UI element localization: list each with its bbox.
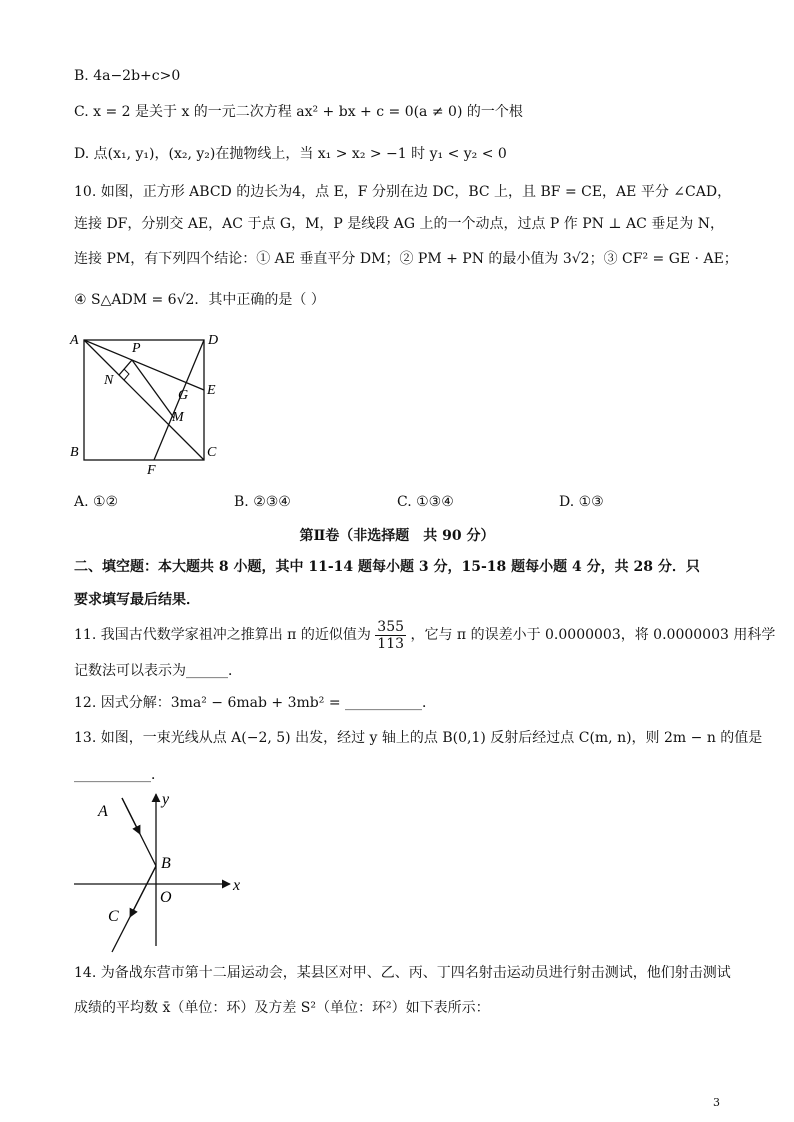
q13-line-1: 13. 如图，一束光线从点 A(−2, 5) 出发，经过 y 轴上的点 B(0,1) 反射后经过点 C(m, n)，则 2m − n 的值是: [74, 730, 763, 746]
label-c: C: [207, 445, 217, 460]
q9-option-d: D. 点(x₁, y₁)，(x₂, y₂)在抛物线上，当 x₁ > x₂ > −1 时 y₁ < y₂ < 0: [74, 146, 507, 162]
fraction-denominator: 113: [377, 635, 405, 652]
label-b: B: [161, 855, 171, 872]
label-b: B: [70, 445, 79, 460]
label-y: y: [162, 791, 170, 808]
q12-line: 12. 因式分解：3ma² − 6mab + 3mb² = ___________．: [74, 695, 436, 711]
q10-square-figure: [64, 328, 234, 478]
fraction-numerator: 355: [377, 618, 405, 635]
q10-option-a: A. ①②: [74, 494, 119, 510]
page-number: 3: [713, 1096, 720, 1109]
q11-line-2: 记数法可以表示为______．: [74, 663, 242, 679]
q9-option-b: B. 4a−2b+c>0: [74, 68, 181, 84]
q9-option-c: C. x = 2 是关于 x 的一元二次方程 ax² + bx + c = 0(a ≠ 0) 的一个根: [74, 104, 523, 120]
label-a: A: [98, 803, 108, 820]
q10-line-1: 10. 如图，正方形 ABCD 的边长为4，点 E，F 分别在边 DC，BC 上，且 BF = CE，AE 平分 ∠CAD，: [74, 184, 732, 200]
label-x: x: [233, 877, 241, 894]
label-m: M: [172, 410, 184, 425]
q10-line-3: 连接 PM，有下列四个结论：① AE 垂直平分 DM；② PM + PN 的最小值为 3√2；③ CF² = GE · AE；: [74, 251, 738, 267]
q11-suffix: ，它与 π 的误差小于 0.0000003，将 0.0000003 用科学: [410, 627, 776, 643]
label-e: E: [207, 383, 216, 398]
q11-line-1: [74, 618, 775, 652]
section-2-title: 第Ⅱ卷（非选择题 共 90 分）: [299, 528, 495, 544]
incident-arrow: [122, 798, 140, 834]
segment-pn: [119, 360, 132, 375]
pi-fraction: [375, 619, 406, 652]
section-2-heading-1: 二、填空题：本大题共 8 小题，其中 11-14 题每小题 3 分，15-18 题每小题 4 分，共 28 分．只: [74, 559, 700, 575]
section-2-heading-2: 要求填写最后结果．: [74, 592, 200, 608]
q10-option-c: C. ①③④: [397, 494, 454, 510]
q14-line-2: 成绩的平均数 x̄（单位：环）及方差 S²（单位：环²）如下表所示：: [74, 1000, 490, 1016]
label-f: F: [147, 463, 156, 478]
label-o: O: [160, 889, 172, 906]
label-n: N: [104, 373, 114, 388]
reflected-arrow: [130, 866, 156, 917]
q10-option-d: D. ①③: [559, 494, 604, 510]
q10-line-2: 连接 DF，分别交 AE，AC 于点 G，M，P 是线段 AG 上的一个动点，过点 P 作 PN ⊥ AC 垂足为 N，: [74, 216, 724, 232]
q14-line-1: 14. 为备战东营市第十二届运动会，某县区对甲、乙、丙、丁四名射击运动员进行射击测试，他们射击测试: [74, 965, 731, 981]
label-c: C: [108, 908, 119, 925]
q10-option-b: B. ②③④: [234, 494, 291, 510]
label-p: P: [132, 341, 141, 356]
label-d: D: [208, 333, 219, 348]
q13-reflection-figure: [70, 786, 250, 956]
q10-line-4: ④ S△ADM = 6√2．其中正确的是（ ）: [74, 292, 325, 308]
label-a: A: [70, 333, 79, 348]
right-angle-mark: [124, 369, 129, 380]
label-g: G: [178, 388, 189, 403]
q13-line-2: ___________．: [74, 767, 165, 783]
q11-prefix: 11. 我国古代数学家祖冲之推算出 π 的近似值为: [74, 627, 371, 643]
